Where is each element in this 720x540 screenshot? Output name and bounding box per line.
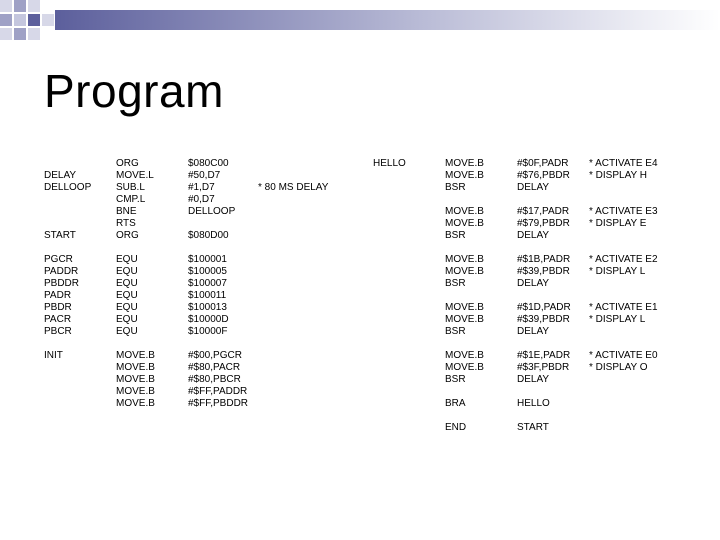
code-label: PBDR (44, 302, 72, 313)
code-comment: * DISPLAY L (589, 266, 646, 277)
code-label: START (44, 230, 76, 241)
code-label (44, 362, 91, 374)
code-opcode: EQU (116, 254, 138, 265)
code-opcode: BRA (445, 398, 466, 409)
code-label (44, 242, 91, 254)
code-comment: * ACTIVATE E2 (589, 254, 658, 265)
code-opcode: EQU (116, 266, 138, 277)
code-operand: #$79,PBDR (517, 218, 570, 229)
code-opcode: MOVE.B (445, 302, 484, 313)
code-opcode: END (445, 422, 467, 433)
code-comment: * ACTIVATE E3 (589, 206, 658, 217)
code-comment: * DISPLAY O (589, 362, 648, 373)
code-opcode (116, 242, 155, 254)
code-opcode: MOVE.B (445, 206, 484, 217)
code-operand: $100001 (188, 254, 227, 265)
code-opcode: ORG (116, 230, 139, 241)
code-opcode: BSR (445, 278, 466, 289)
code-operand: #0,D7 (188, 194, 215, 205)
code-comment (589, 182, 658, 194)
code-operand: HELLO (517, 398, 550, 409)
code-opcode: CMP.L (116, 194, 146, 205)
code-opcode: BSR (445, 374, 466, 385)
code-label (44, 374, 91, 386)
code-opcode (116, 338, 155, 350)
code-comment: * DISPLAY L (589, 314, 646, 325)
code-operand: $100013 (188, 302, 227, 313)
code-opcode: BNE (116, 206, 137, 217)
code-operand: DELAY (517, 182, 550, 193)
code-operand: START (517, 422, 549, 433)
code-label: PBDDR (44, 278, 80, 289)
hello-label: HELLO (373, 158, 406, 169)
code-comment (589, 422, 658, 434)
code-label (44, 398, 91, 410)
code-comment: * DISPLAY E (589, 218, 647, 229)
code-operand: $080D00 (188, 230, 229, 241)
code-comment (589, 374, 658, 386)
code-operand: #$17,PADR (517, 206, 570, 217)
code-label (44, 386, 91, 398)
code-opcode: MOVE.B (445, 170, 484, 181)
code-opcode: MOVE.B (116, 398, 155, 409)
code-comment: * ACTIVATE E0 (589, 350, 658, 361)
code-label: PBCR (44, 326, 72, 337)
code-operand: #$80,PACR (188, 362, 241, 373)
header-decoration (0, 0, 720, 40)
code-opcode: MOVE.B (116, 386, 155, 397)
code-comment (589, 230, 658, 242)
code-operand: #$FF,PADDR (188, 386, 248, 397)
code-operand: #$3F,PBDR (517, 362, 570, 373)
code-label: PGCR (44, 254, 73, 265)
code-comment (589, 398, 658, 410)
right-opcode-column (445, 158, 484, 434)
code-opcode: EQU (116, 302, 138, 313)
code-opcode: MOVE.B (116, 362, 155, 373)
page-title: Program (44, 65, 224, 117)
code-opcode: BSR (445, 182, 466, 193)
code-operand: DELLOOP (188, 206, 236, 217)
code-operand: DELAY (517, 230, 550, 241)
code-operand: #$76,PBDR (517, 170, 570, 181)
code-label: INIT (44, 350, 63, 361)
right-operand-column (517, 158, 571, 434)
code-operand: #$39,PBDR (517, 314, 570, 325)
code-opcode: SUB.L (116, 182, 145, 193)
code-label (44, 338, 91, 350)
left-operand-column (188, 158, 248, 410)
left-opcode-column (116, 158, 155, 410)
code-operand: #$1E,PADR (517, 350, 571, 361)
code-comment: * ACTIVATE E1 (589, 302, 658, 313)
code-operand: $100007 (188, 278, 227, 289)
code-label: DELLOOP (44, 182, 92, 193)
code-operand: #1,D7 (188, 182, 215, 193)
code-operand: #$0F,PADR (517, 158, 569, 169)
code-label: PADDR (44, 266, 79, 277)
delay-comment: * 80 MS DELAY (258, 182, 329, 193)
code-comment (589, 326, 658, 338)
code-label (44, 218, 91, 230)
code-comment: * ACTIVATE E4 (589, 158, 658, 169)
code-operand: $10000F (188, 326, 228, 337)
code-opcode: MOVE.B (445, 158, 484, 169)
code-opcode: ORG (116, 158, 139, 169)
code-operand: DELAY (517, 278, 550, 289)
code-operand: #$1D,PADR (517, 302, 571, 313)
right-comment-column (589, 158, 658, 434)
code-operand: $10000D (188, 314, 229, 325)
code-label: DELAY (44, 170, 77, 181)
code-operand: #50,D7 (188, 170, 221, 181)
code-opcode: EQU (116, 314, 138, 325)
code-label: PADR (44, 290, 72, 301)
code-opcode: EQU (116, 290, 138, 301)
code-opcode: EQU (116, 326, 138, 337)
code-operand: #$80,PBCR (188, 374, 241, 385)
code-operand (188, 218, 248, 230)
code-operand: DELAY (517, 326, 550, 337)
code-opcode: MOVE.B (445, 362, 484, 373)
code-opcode: EQU (116, 278, 138, 289)
code-operand (188, 338, 248, 350)
code-opcode: MOVE.L (116, 170, 154, 181)
code-label (44, 206, 91, 218)
code-opcode: MOVE.B (445, 254, 484, 265)
code-opcode: MOVE.B (116, 350, 155, 361)
code-operand: #$FF,PBDDR (188, 398, 249, 409)
code-operand: #$39,PBDR (517, 266, 570, 277)
code-opcode: MOVE.B (116, 374, 155, 385)
code-opcode: BSR (445, 326, 466, 337)
code-opcode: MOVE.B (445, 266, 484, 277)
code-label: PACR (44, 314, 72, 325)
code-operand: $100005 (188, 266, 227, 277)
code-label (44, 158, 91, 170)
code-label (44, 194, 91, 206)
code-comment (589, 278, 658, 290)
code-operand (188, 242, 248, 254)
code-operand: #$1B,PADR (517, 254, 571, 265)
code-comment: * DISPLAY H (589, 170, 647, 181)
code-operand: #$00,PGCR (188, 350, 242, 361)
code-operand: $080C00 (188, 158, 229, 169)
code-opcode: BSR (445, 230, 466, 241)
code-opcode: MOVE.B (445, 314, 484, 325)
code-operand: DELAY (517, 374, 550, 385)
left-label-column (44, 158, 91, 410)
code-opcode: RTS (116, 218, 136, 229)
code-opcode: MOVE.B (445, 350, 484, 361)
code-opcode: MOVE.B (445, 218, 484, 229)
code-operand: $100011 (188, 290, 227, 301)
